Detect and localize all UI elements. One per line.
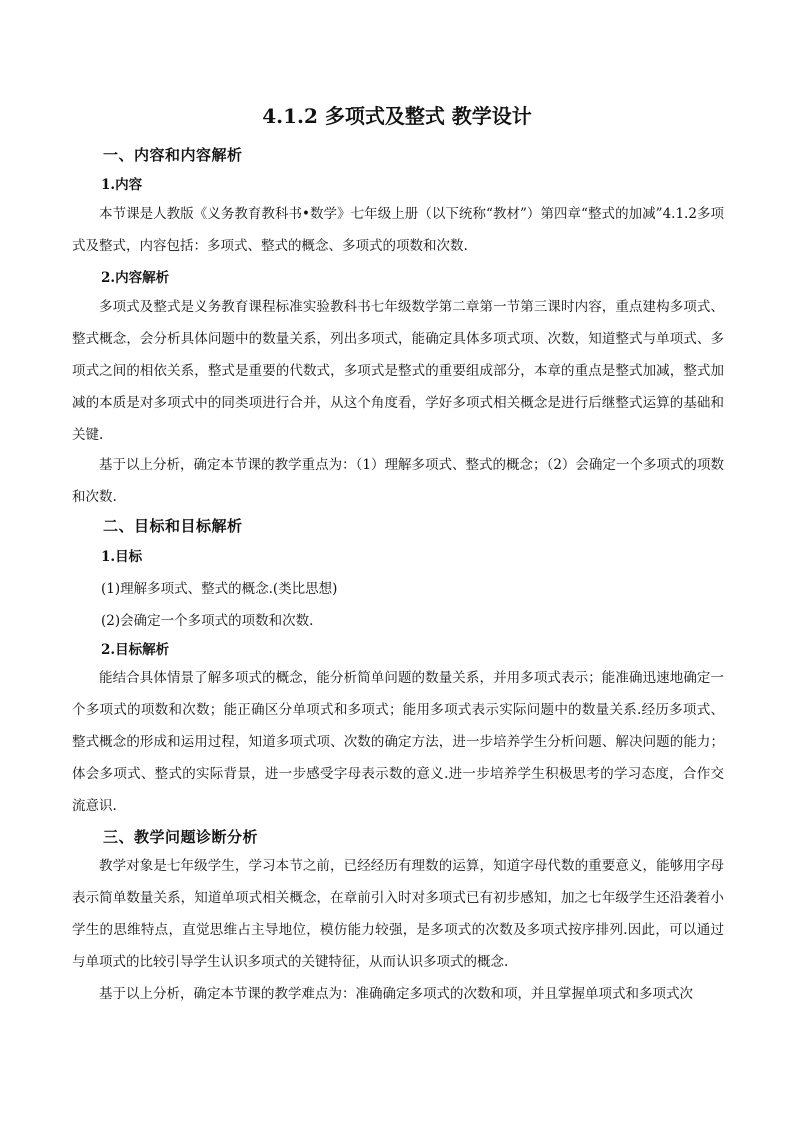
goal-item-1: (1)理解多项式、整式的概念.(类比思想) — [101, 581, 338, 597]
paragraph-content-analysis: 多项式及整式是义务教育课程标准实验教科书七年级数学第二章第一节第三课时内容，重点建构多项式、整式概念，会分析具体问题中的数量关系，列出多项式，能确定具体多项式项、次数，知道整式与单项式、多项式之间的相依关系，整式是重要的代数式，多项式是整式的重要组成部分，本章的重点是整式加减，整式加减的本质是对多项式中的同类项进行合并，从这个角度看，学好多项式相关概念是进行后继整式运算的基础和关键. — [72, 299, 724, 443]
paragraph-teaching-difficulty: 基于以上分析，确定本节课的教学难点为：准确确定多项式的次数和项，并且掌握单项式和多项式次 — [99, 986, 693, 1002]
subheading-goals: 1.目标 — [101, 549, 143, 565]
section-heading-content: 一、内容和内容解析 — [103, 146, 243, 164]
subheading-content: 1.内容 — [101, 177, 143, 193]
section-heading-diagnosis: 三、教学问题诊断分析 — [103, 828, 259, 846]
paragraph-diagnosis: 教学对象是七年级学生，学习本节之前，已经经历有理数的运算，知道字母代数的重要意义，能够用字母表示简单数量关系，知道单项式相关概念，在章前引入时对多项式已有初步感知，加之七年级学生还沿袭着小学生的思维特点，直觉思维占主导地位，模仿能力较强，是多项式的次数及多项式按序排列.因此，可以通过与单项式的比较引导学生认识多项式的关键特征，从而认识多项式的概念. — [72, 858, 724, 970]
goal-item-2: (2)会确定一个多项式的项数和次数. — [101, 613, 314, 629]
subheading-goal-analysis: 2.目标解析 — [101, 642, 170, 658]
document-title: 4.1.2 多项式及整式 教学设计 — [262, 104, 532, 128]
subheading-content-analysis: 2.内容解析 — [101, 270, 170, 286]
paragraph-teaching-focus: 基于以上分析，确定本节课的教学重点为：（1）理解多项式、整式的概念；（2）会确定一个多项式的项数和次数. — [72, 457, 724, 505]
paragraph-goal-analysis: 能结合具体情景了解多项式的概念，能分析简单问题的数量关系，并用多项式表示；能准确迅速地确定一个多项式的项数和次数；能正确区分单项式和多项式；能用多项式表示实际问题中的数量关系.经历多项式、整式概念的形成和运用过程，知道多项式项、次数的确定方法，进一步培养学生分析问题、解决问题的能力；体会多项式、整式的实际背景，进一步感受字母表示数的意义.进一步培养学生积极思考的学习态度，合作交流意识. — [72, 670, 724, 814]
paragraph-content-intro: 本节课是人教版《义务教育教科书•数学》七年级上册（以下统称“教材”）第四章“整式的加减”4.1.2多项式及整式，内容包括：多项式、整式的概念、多项式的项数和次数. — [72, 206, 724, 254]
section-heading-goals: 二、目标和目标解析 — [103, 517, 243, 535]
